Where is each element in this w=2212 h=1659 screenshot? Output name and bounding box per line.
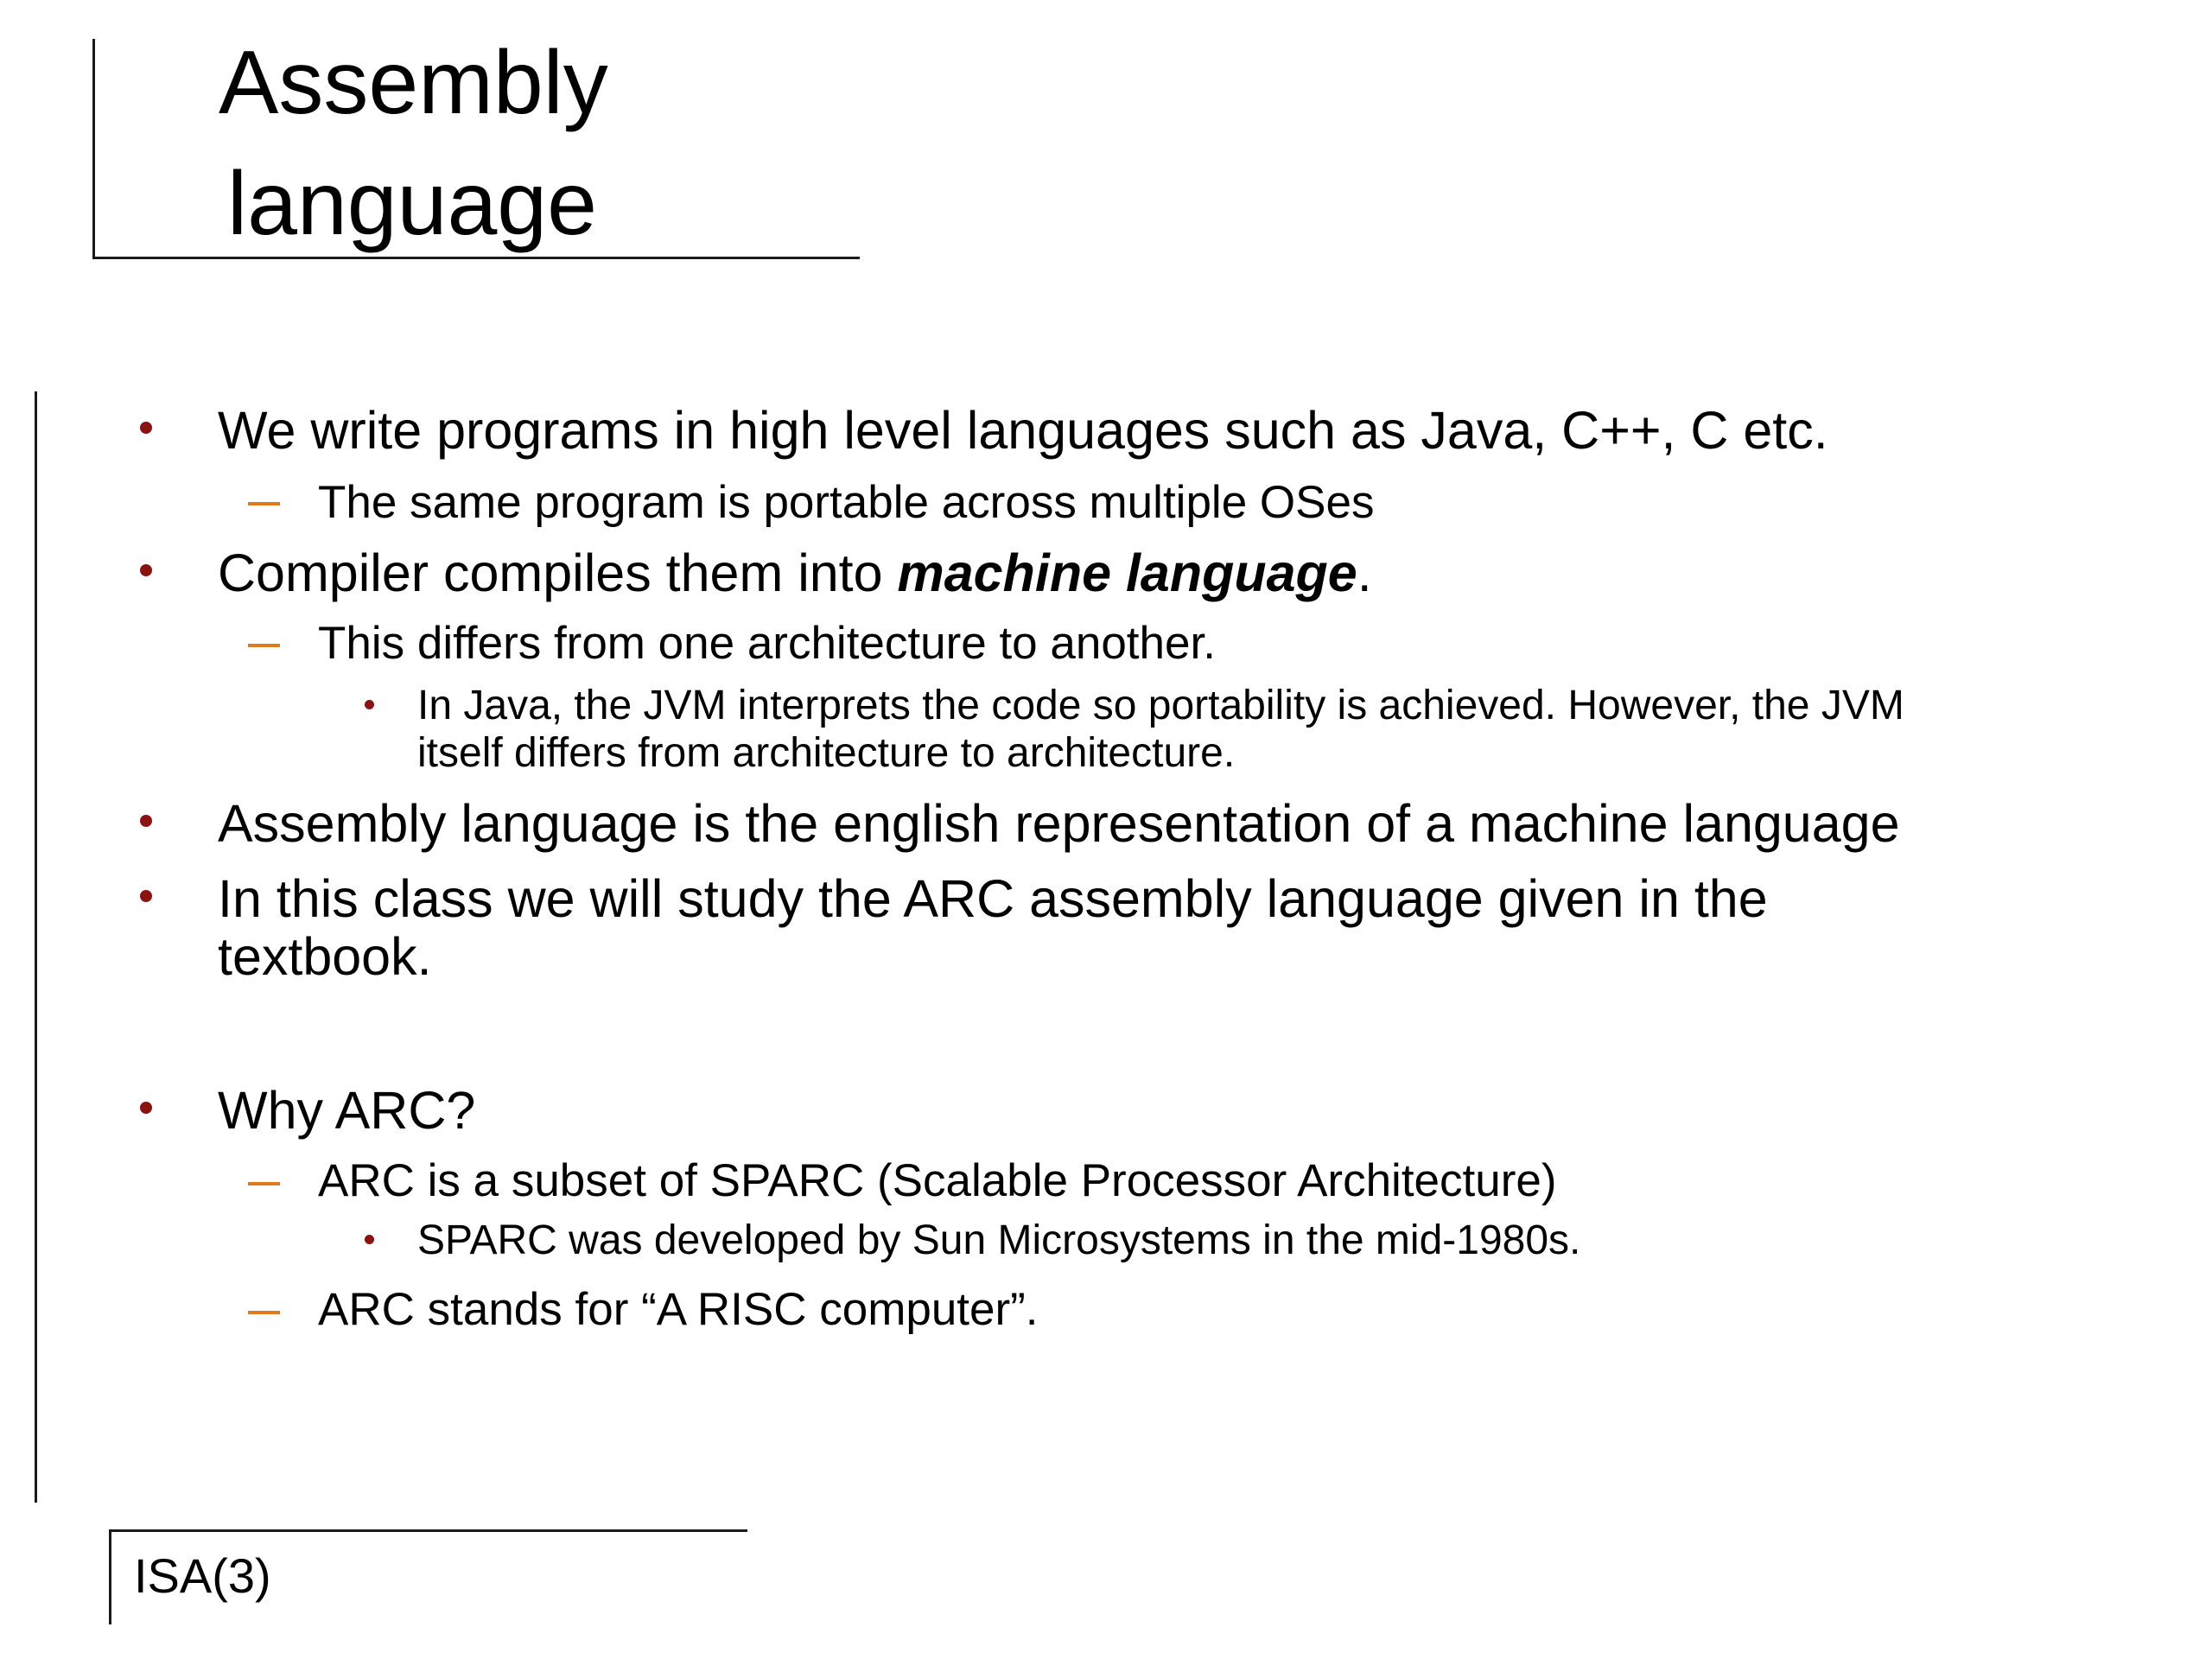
bullet-4-line-2: textbook.: [218, 927, 432, 986]
bullet-5-sub-1-sub-1: SPARC was developed by Sun Microsystems in the mid-1980s.: [417, 1217, 1581, 1263]
bullet-5-sub-1: ARC is a subset of SPARC (Scalable Processor Architecture): [318, 1155, 1557, 1206]
bullet-3: Assembly language is the english representation of a machine language: [218, 794, 1900, 853]
bullet-4-line-1: In this class we will study the ARC assembly language given in the: [218, 869, 1768, 928]
bullet-dot-icon: [140, 564, 152, 576]
bullet-dot-icon: [140, 815, 152, 827]
bullet-dot-icon: [365, 700, 374, 709]
bullet-5-sub-2: ARC stands for “A RISC computer”.: [318, 1284, 1039, 1335]
bullet-dot-icon: [365, 1235, 374, 1244]
bullet-dot-icon: [140, 422, 152, 434]
slide-title-line-2: language: [227, 154, 597, 254]
slide-title-line-1: Assembly: [219, 33, 608, 133]
content-left-rule: [35, 391, 37, 1503]
bullet-dot-icon: [140, 1102, 152, 1114]
bullet-1: We write programs in high level languages such as Java, C++, C etc.: [218, 401, 1828, 460]
bullet-2-emphasis: machine language: [897, 543, 1357, 602]
slide-footer: ISA(3): [134, 1548, 271, 1603]
bullet-5: Why ARC?: [218, 1081, 476, 1140]
dash-icon: [248, 1182, 280, 1185]
bullet-1-sub-1: The same program is portable across multiple OSes: [318, 477, 1375, 528]
bullet-dot-icon: [140, 890, 152, 902]
bullet-2-sub-1: This differs from one architecture to another.: [318, 618, 1216, 669]
bullet-2-suffix: .: [1357, 543, 1372, 602]
dash-icon: [248, 1311, 280, 1314]
dash-icon: [248, 502, 280, 505]
bullet-2-sub-1-sub-1-line-2: itself differs from architecture to architecture.: [417, 730, 1236, 776]
bullet-2-sub-1-sub-1-line-1: In Java, the JVM interprets the code so portability is achieved. However, the JVM: [417, 683, 1904, 728]
bullet-2: [218, 543, 1372, 602]
bullet-2-text: Compiler compiles them into: [218, 543, 898, 602]
dash-icon: [248, 644, 280, 647]
